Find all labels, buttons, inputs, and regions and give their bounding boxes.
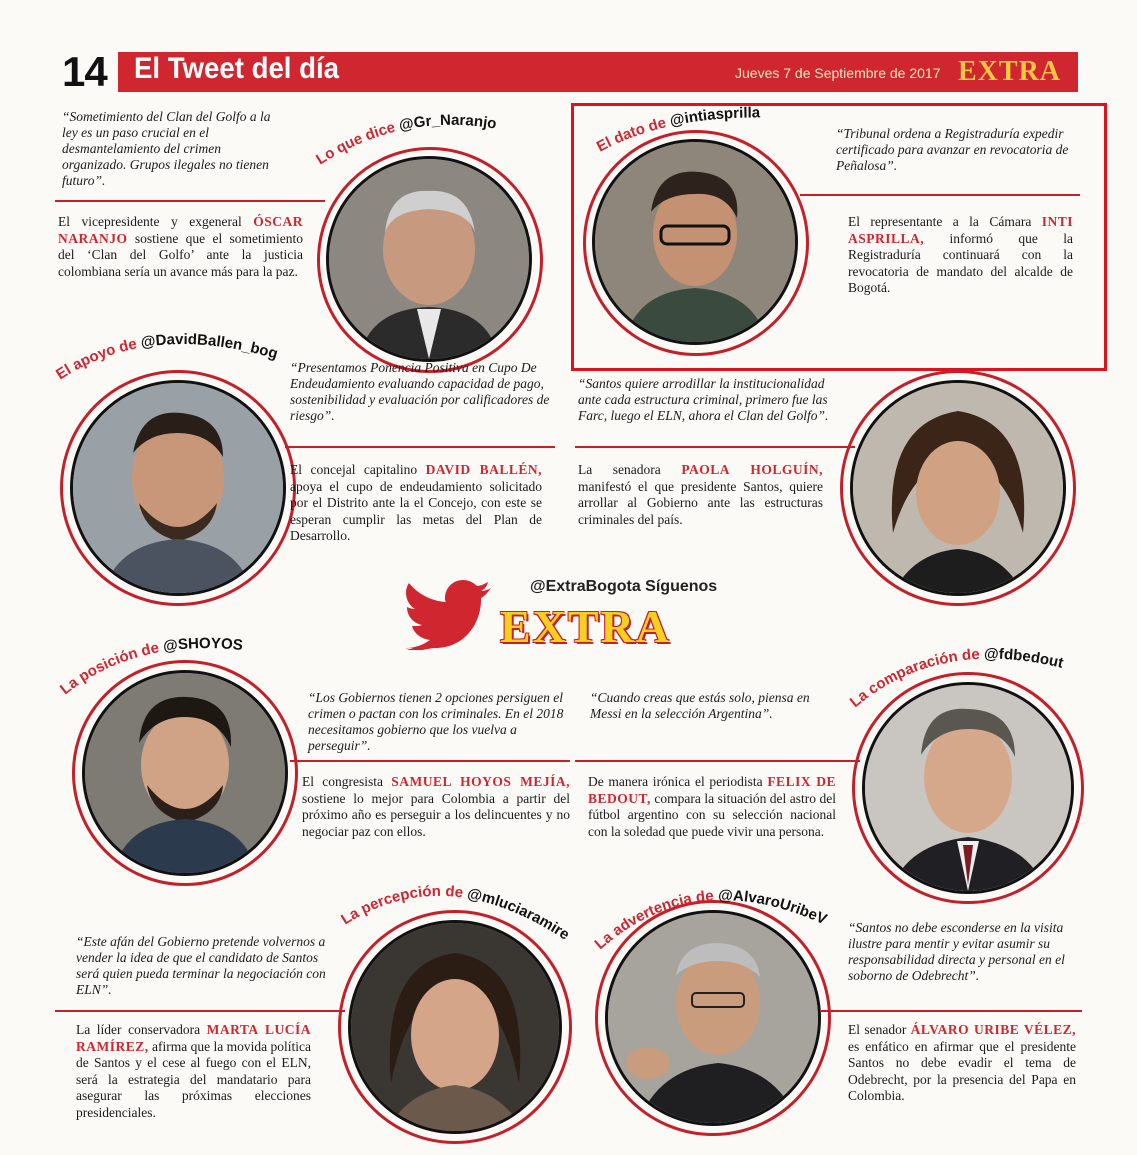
person-name: MARTA LUCÍA RAMÍREZ, — [76, 1022, 312, 1054]
svg-text:El apoyo de @DavidBallen_bog — [53, 331, 280, 383]
photo-bedout — [862, 682, 1074, 894]
body-text: El vicepresidente y exgeneral — [58, 214, 242, 229]
label-bedout — [846, 630, 1090, 712]
body-text: sostiene que el sometimiento del ‘Clan del Golfo’ ante la justicia colombiana sería un avance más para la paz. — [58, 230, 303, 279]
label-ramirez — [331, 852, 585, 955]
person-name: SAMUEL HOYOS MEJÍA, — [391, 774, 570, 789]
label-prefix: Lo que dice — [313, 118, 398, 169]
person-name: PAOLA HOLGUÍN, — [681, 462, 823, 477]
twitter-handle[interactable]: @Gr_Naranjo — [397, 111, 498, 135]
label-prefix: La posición de — [57, 639, 161, 699]
svg-text:Lo que dice @Gr_Naranjo — [313, 112, 498, 169]
label-naranjo — [300, 95, 560, 185]
body-text: apoya el cupo de endeudamiento solicitado por el Distrito ante la el Concejo, con este se esperan cumplir las metas del Plan de Desarrollo. — [290, 478, 542, 543]
label-hoyos — [55, 625, 295, 705]
twitter-handle[interactable]: @AlvaroUribeVel — [590, 852, 829, 928]
portrait-icon — [73, 383, 283, 593]
body-text: informó que la Registraduría continuará con la revocatoria de mandato del alcalde de Bogotá. — [848, 230, 1073, 295]
divider — [290, 760, 570, 762]
divider — [285, 446, 555, 448]
body-naranjo — [58, 214, 303, 280]
photo-naranjo — [326, 156, 532, 362]
divider — [55, 1010, 345, 1012]
body-uribe — [848, 1022, 1076, 1105]
label-uribe — [590, 852, 845, 955]
body-text: es enfático en afirmar que el presidente Santos no debe evadir el tema de Odebrecht, por la presencia del Papa en Colombia. — [848, 1038, 1076, 1103]
body-holguin — [578, 462, 823, 528]
svg-text:La posición de @SHOYOS — [57, 635, 244, 698]
person-name: ÓSCAR NARANJO — [58, 214, 303, 246]
svg-text:La advertencia de @AlvaroUribe — [591, 852, 830, 953]
body-text: El concejal capitalino — [290, 462, 418, 477]
quote-ramirez: “Este afán del Gobierno pretende volvernos a vender la idea de que el candidato de Santos será quien pueda terminar la negociación con ELN”. — [76, 934, 326, 997]
label-prefix: El apoyo de — [53, 335, 139, 384]
extra-logo: EXTRA — [958, 56, 1062, 87]
highlight-box — [571, 103, 1107, 371]
portrait-icon — [865, 685, 1071, 891]
divider — [575, 446, 855, 448]
quote-bedout: “Cuando creas que estás solo, piensa en Messi en la selección Argentina”. — [590, 690, 810, 721]
svg-text:La comparación de @fdbedout — [847, 646, 1065, 711]
portrait-icon — [329, 159, 529, 359]
label-ballen — [50, 320, 310, 390]
body-text: El senador — [848, 1022, 907, 1037]
photo-holguin — [850, 380, 1066, 596]
twitter-handle[interactable]: @SHOYOS — [162, 635, 244, 656]
header-date: Jueves 7 de Septiembre de 2017 — [735, 65, 941, 81]
quote-hoyos: “Los Gobiernos tienen 2 opciones persiguen el crimen o pactan con los criminales. En el 2018 necesitamos gobierno que los vuelva a perseguir”. — [308, 690, 564, 753]
extra-big-logo: EXTRA — [500, 601, 672, 652]
body-text: sostiene lo mejor para Colombia a partir del próximo año es perseguir a los delincuentes y no negociar paz con ellos. — [302, 790, 570, 839]
divider — [575, 760, 860, 762]
person-name: DAVID BALLÉN, — [425, 462, 542, 477]
quote-holguin: “Santos quiere arrodillar la institucionalidad ante cada estructura criminal, primero fue las Farc, luego el ELN, ahora el Clan del Golfo”. — [578, 376, 829, 423]
svg-text:La percepción de @mluciaramire — [331, 852, 572, 944]
body-ramirez — [76, 1022, 311, 1121]
follow-text[interactable]: @ExtraBogota Síguenos — [530, 578, 718, 595]
twitter-handle[interactable]: @fdbedout — [983, 645, 1066, 672]
body-text: compara la situación del astro del fútbol argentino con su selección nacional con la soledad que puede vivir una persona. — [588, 790, 837, 839]
divider — [820, 1010, 1082, 1012]
body-text: afirma que la movida política de Santos y el cese al fuego con el ELN, será la estrategia del mandatario para asegurar las próximas elecciones presidenciales. — [76, 1038, 311, 1120]
body-text: La líder conservadora — [76, 1022, 201, 1037]
label-prefix: La advertencia de — [591, 887, 715, 953]
quote-uribe: “Santos no debe esconderse en la visita ilustre para mentir y evitar asumir su responsabilidad directa y personal en el soborno de Odebrecht”. — [848, 920, 1065, 983]
twitter-handle[interactable]: @intiasprilla — [668, 104, 761, 130]
body-bedout — [588, 774, 836, 840]
quote-naranjo: “Sometimiento del Clan del Golfo a la ley es un paso crucial en el desmantelamiento del crimen organizado. Grupos ilegales no tienen futuro”. — [62, 109, 271, 188]
body-hoyos — [302, 774, 570, 840]
body-text: De manera irónica el periodista — [588, 774, 763, 789]
person-name: FELIX DE BEDOUT, — [588, 774, 836, 806]
person-name: INTI ASPRILLA, — [848, 214, 1074, 246]
body-text: manifestó el que presidente Santos, quiere arrollar al Gobierno ante las estructuras criminales del país. — [578, 478, 823, 527]
body-text: El representante a la Cámara — [848, 214, 1032, 229]
photo-ballen — [70, 380, 286, 596]
label-prefix: La comparación de — [846, 645, 981, 712]
quote-ballen: “Presentamos Ponencia Positiva en Cupo De Endeudamiento evaluando capacidad de pago, sostenibilidad y evaluación por calificadores de riesgo”. — [290, 360, 550, 423]
divider — [55, 200, 325, 202]
label-prefix: La percepción de — [338, 882, 465, 929]
twitter-handle[interactable]: @mluciaramirez — [331, 852, 573, 944]
page-number: 14 — [62, 48, 107, 95]
twitter-handle[interactable]: @DavidBallen_bog — [139, 330, 280, 363]
body-text: El congresista — [302, 774, 384, 789]
label-prefix: El dato de — [593, 114, 668, 156]
section-title: El Tweet del día — [134, 52, 340, 85]
twitter-bird-icon[interactable] — [405, 578, 495, 650]
quote-asprilla: “Tribunal ordena a Registraduría expedir certificado para avanzar en revocatoria de Peñalosa”. — [836, 126, 1069, 173]
portrait-icon — [853, 383, 1063, 593]
body-ballen — [290, 462, 542, 545]
person-name: ÁLVARO URIBE VÉLEZ, — [910, 1022, 1077, 1037]
body-text: La senadora — [578, 462, 661, 477]
